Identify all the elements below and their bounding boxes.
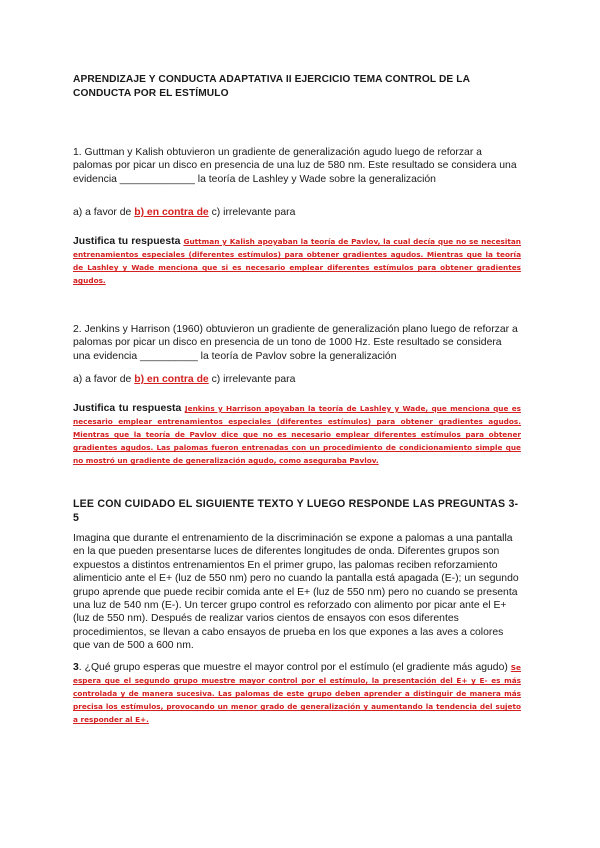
document-title: APRENDIZAJE Y CONDUCTA ADAPTATIVA II EJERCICIO TEMA CONTROL DE LA CONDUCTA POR EL ESTÍMULO — [73, 74, 470, 99]
q1-option-a: a) a favor de — [73, 207, 135, 218]
q3-answer: Se espera que el segundo grupo muestre mayor control por el estímulo, la presentación del E+ y E- es más controlada y de manera sucesiva. Las palomas de este grupo deben aprender a distinguir de manera más precisa los estímulos, provocando un menor grado de generalización y aumentando la tendencia del sujeto a responder al E+. — [73, 663, 521, 725]
q2-option-a: a) a favor de — [73, 374, 135, 385]
question-2-text: 2. Jenkins y Harrison (1960) obtuvieron un gradiente de generalización plano luego de reforzar a palomas por picar un disco en presencia de un tono de 1000 Hz. Este resultado se considera una evidencia __________ la teoría de Pavlov sobre la generalización — [73, 324, 518, 362]
q3-number: 3 — [73, 662, 79, 673]
section-paragraph: Imagina que durante el entrenamiento de la discriminación se expone a palomas a una pantalla en la que pueden presentarse luces de diferentes longitudes de onda. Diferentes grupos son expuestos a distintos entrenamientos En el primer grupo, las palomas reciben reforzamiento alimenticio ante el E+ (luz de 550 nm) pero no cuando la pantalla está apagada (E-); un segundo grupo aprende que puede recibir comida ante el E+ (luz de 550 nm) pero no cuando se presenta una luz de 540 nm (E-). Un tercer grupo control es reforzado con alimento por picar ante el E+ (luz de 550 nm). Después de realizar varios cientos de ensayos con esos diferentes procedimientos, se llevan a cabo ensayos de prueba en los que expones a las aves a colores que van de 500 a 600 nm. — [73, 533, 519, 652]
q2-answer: Jenkins y Harrison apoyaban la teoría de Lashley y Wade, que menciona que es necesario emplear entrenamientos especiales (diferentes estímulos) para obtener gradientes agudos. Mientras que la teoría de Pavlov dice que no es necesario emplear diferentes estímulos para obtener gradientes agudos. Las palomas fueron entrenadas con un procedimiento de condicionamiento simple que no mostró un gradiente de generalización agudo, como aseguraba Pavlov. — [73, 404, 521, 466]
question-1-text: 1. Guttman y Kalish obtuvieron un gradiente de generalización agudo luego de reforzar a palomas por picar un disco en presencia de una luz de 580 nm. Este resultado se considera una evidencia _____________ la teoría de Lashley y Wade sobre la generalización — [73, 147, 517, 185]
q1-option-b-selected: b) en contra de — [134, 207, 209, 218]
q1-answer: Guttman y Kalish apoyaban la teoría de Pavlov, la cual decía que no se necesitan entrenamientos especiales (diferentes estímulos) para obtener gradientes agudos. Mientras que la teoría de Lashley y Wade menciona que si es necesario emplear diferentes estímulos para obtener gradientes agudos. — [73, 237, 522, 286]
q1-justify-label: Justifica tu respuesta — [73, 236, 184, 247]
q2-justify-label: Justifica tu respuesta — [73, 403, 185, 414]
question-1-justification — [73, 235, 521, 287]
q1-option-c: c) irrelevante para — [208, 207, 296, 218]
question-1-options — [73, 206, 521, 219]
q3-text: . ¿Qué grupo esperas que muestre el mayor control por el estímulo (el gradiente más agudo) — [78, 662, 511, 673]
question-2-options — [73, 373, 521, 386]
section-heading: LEE CON CUIDADO EL SIGUIENTE TEXTO Y LUEGO RESPONDE LAS PREGUNTAS 3-5 — [73, 498, 519, 524]
question-3 — [73, 661, 521, 726]
q3-lead — [73, 661, 521, 726]
question-2-justification — [73, 402, 521, 467]
q2-option-b-selected: b) en contra de — [134, 374, 209, 385]
q2-option-c: c) irrelevante para — [208, 374, 296, 385]
